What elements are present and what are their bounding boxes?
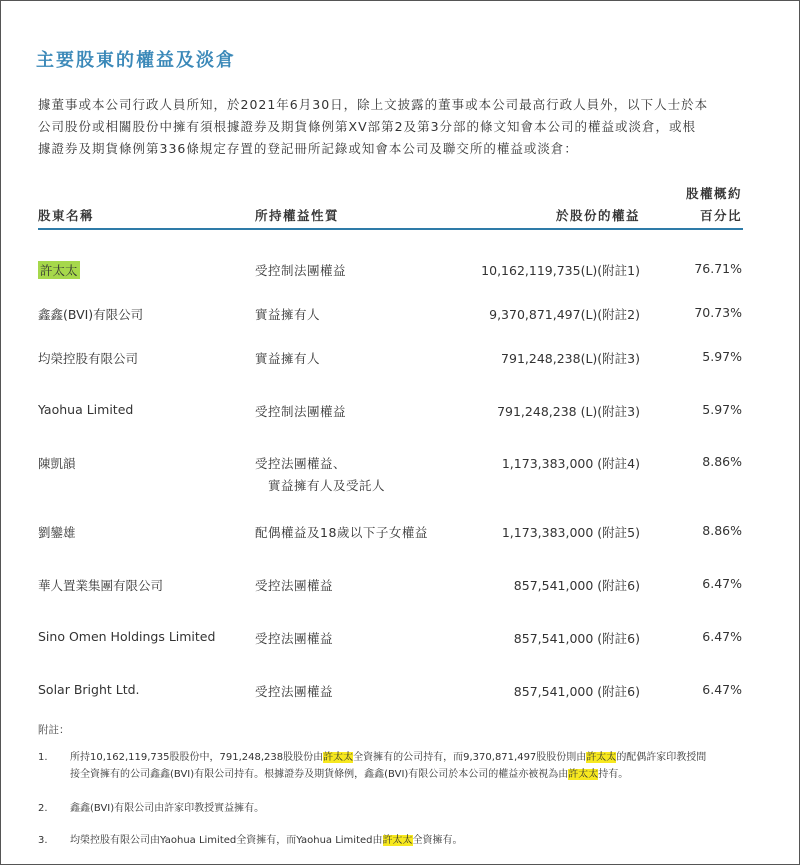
share-interest: 857,541,000 (附註6) <box>513 684 640 699</box>
header-name: 股東名稱 <box>38 208 95 223</box>
highlighted-name: 許太太 <box>586 752 617 763</box>
note-text: 全資擁有的公司持有，而9,370,871,497股股份則由 <box>353 752 587 763</box>
shareholder-name: 陳凱韻 <box>38 456 76 471</box>
shareholder-name: Sino Omen Holdings Limited <box>38 629 216 644</box>
highlighted-name: 許太太 <box>323 752 354 763</box>
interest-nature: 受控制法團權益 <box>255 404 347 419</box>
interest-nature: 受控法團權益 <box>255 631 334 646</box>
interest-nature: 受控制法團權益 <box>255 263 347 278</box>
share-interest: 791,248,238 (L)(附註3) <box>497 404 640 419</box>
note-text: 接全資擁有的公司鑫鑫(BVI)有限公司持有。根據證券及期貨條例，鑫鑫(BVI)有限公司於本公司的權益亦被視為由 <box>70 769 569 780</box>
note-text: 均榮控股有限公司由Yaohua Limited全資擁有，而Yaohua Limited由 <box>70 835 383 846</box>
note-1-line1 <box>70 749 750 766</box>
note-1 <box>0 749 800 785</box>
share-interest: 9,370,871,497(L)(附註2) <box>489 307 640 322</box>
percentage: 8.86% <box>702 454 742 469</box>
shareholder-name: 劉鑾雄 <box>38 525 76 540</box>
interest-nature: 受控法團權益、 <box>255 456 347 471</box>
interest-nature: 實益擁有人 <box>255 307 321 322</box>
header-percentage-line2: 百分比 <box>699 208 742 223</box>
interest-nature: 配偶權益及18歲以下子女權益 <box>255 525 428 540</box>
interest-nature: 實益擁有人 <box>255 351 321 366</box>
percentage: 5.97% <box>702 349 742 364</box>
section-title: 主要股東的權益及淡倉 <box>36 50 236 71</box>
note-text: 全資擁有。 <box>412 835 463 846</box>
intro-line: 據證券及期貨條例第336條規定存置的登記冊所記錄或知會本公司及聯交所的權益或淡倉： <box>38 141 578 156</box>
header-interest: 於股份的權益 <box>555 208 640 223</box>
notes-label: 附註： <box>38 724 70 736</box>
note-3 <box>0 832 800 850</box>
interest-nature: 受控法團權益 <box>255 684 334 699</box>
percentage: 6.47% <box>702 576 742 591</box>
intro-paragraph <box>38 94 750 160</box>
note-number: 1. <box>38 752 48 763</box>
shareholder-name: Solar Bright Ltd. <box>38 682 140 697</box>
note-number: 3. <box>38 835 48 846</box>
percentage: 6.47% <box>702 629 742 644</box>
note-text: 所持10,162,119,735股股份中，791,248,238股股份由 <box>70 752 324 763</box>
note-text: 持有。 <box>598 769 629 780</box>
header-percentage-line1: 股權概約 <box>685 186 742 201</box>
note-2 <box>0 800 800 818</box>
shareholder-name: 鑫鑫(BVI)有限公司 <box>38 307 144 322</box>
note-3-line <box>70 832 750 849</box>
shareholder-name: 華人置業集團有限公司 <box>38 578 164 593</box>
interest-nature: 受控法團權益 <box>255 578 334 593</box>
shareholder-name: 許太太 <box>40 263 78 278</box>
share-interest: 1,173,383,000 (附註4) <box>501 456 640 471</box>
interest-nature-line2: 實益擁有人及受託人 <box>268 478 386 493</box>
header-nature: 所持權益性質 <box>255 208 340 223</box>
note-1-line2 <box>70 766 750 783</box>
shareholder-name: Yaohua Limited <box>38 402 134 417</box>
percentage: 70.73% <box>694 305 742 320</box>
note-text: 的配偶許家印教授間 <box>616 752 707 763</box>
intro-line: 據董事或本公司行政人員所知，於2021年6月30日，除上文披露的董事或本公司最高行政人員外，以下人士於本 <box>38 97 709 112</box>
share-interest: 857,541,000 (附註6) <box>513 578 640 593</box>
intro-line: 公司股份或相關股份中擁有須根據證券及期貨條例第XV部第2及第3分部的條文知會本公司的權益或淡倉，或根 <box>38 119 697 134</box>
percentage: 76.71% <box>694 261 742 276</box>
highlighted-name: 許太太 <box>382 835 413 846</box>
percentage: 6.47% <box>702 682 742 697</box>
note-number: 2. <box>38 803 48 814</box>
highlighted-name: 許太太 <box>568 769 599 780</box>
share-interest: 10,162,119,735(L)(附註1) <box>481 263 640 278</box>
share-interest: 1,173,383,000 (附註5) <box>501 525 640 540</box>
percentage: 8.86% <box>702 523 742 538</box>
note-text: 鑫鑫(BVI)有限公司由許家印教授實益擁有。 <box>70 803 265 814</box>
shareholder-name: 均榮控股有限公司 <box>38 351 139 366</box>
percentage: 5.97% <box>702 402 742 417</box>
share-interest: 791,248,238(L)(附註3) <box>501 351 640 366</box>
header-rule <box>38 228 743 230</box>
share-interest: 857,541,000 (附註6) <box>513 631 640 646</box>
